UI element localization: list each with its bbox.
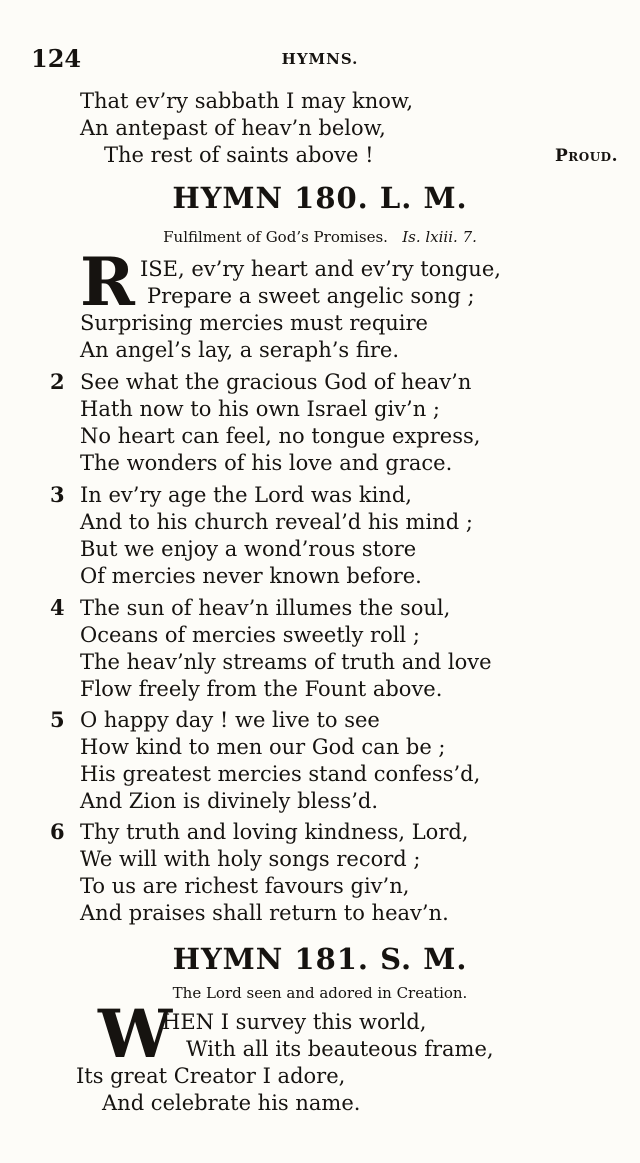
verse-line: The rest of saints above ! — [104, 143, 374, 167]
hymn-181-subtitle: The Lord seen and adored in Creation. — [172, 984, 468, 1002]
hymn-180-heading: HYMN 180. L. M. — [172, 181, 468, 215]
verse-line: How kind to men our God can be ; — [80, 735, 446, 759]
verse-line: To us are richest favours giv’n, — [80, 874, 410, 898]
running-head: HYMNS. — [281, 50, 359, 68]
verse-line: See what the gracious God of heav’n — [80, 370, 472, 394]
verse-line: The wonders of his love and grace. — [80, 451, 453, 475]
verse-line: With all its beauteous frame, — [186, 1037, 494, 1061]
verse-line: HEN I survey this world, — [162, 1010, 427, 1034]
tune-name: Proud. — [555, 146, 618, 166]
verse-line: O happy day ! we live to see — [80, 708, 380, 732]
verse-line: We will with holy songs record ; — [80, 847, 421, 871]
verse-line: No heart can feel, no tongue express, — [80, 424, 481, 448]
verse-line: Hath now to his own Israel giv’n ; — [80, 397, 440, 421]
stanza-number: 5 — [50, 707, 65, 732]
subtitle-text: Fulfilment of God’s Promises. — [163, 228, 388, 246]
verse-line: The sun of heav’n illumes the soul, — [80, 596, 451, 620]
drop-cap: R — [80, 243, 135, 321]
verse-line: And Zion is divinely bless’d. — [80, 789, 379, 813]
verse-line: And celebrate his name. — [102, 1091, 361, 1115]
hymn-181-heading: HYMN 181. S. M. — [172, 942, 468, 976]
stanza-number: 3 — [50, 482, 65, 507]
verse-line: And to his church reveal’d his mind ; — [80, 510, 473, 534]
page-number: 124 — [31, 44, 82, 73]
stanza-number: 6 — [50, 819, 65, 844]
verse-line: An angel’s lay, a seraph’s fire. — [80, 338, 399, 362]
verse-line: Oceans of mercies sweetly roll ; — [80, 623, 420, 647]
verse-line: ISE, ev’ry heart and ev’ry tongue, — [140, 257, 501, 281]
verse-line: Flow freely from the Fount above. — [80, 677, 443, 701]
verse-line: An antepast of heav’n below, — [80, 116, 386, 140]
stanza-number: 2 — [50, 369, 65, 394]
verse-line: His greatest mercies stand confess’d, — [80, 762, 481, 786]
verse-line: Its great Creator I adore, — [76, 1064, 346, 1088]
verse-line: Prepare a sweet angelic song ; — [147, 284, 475, 308]
verse-line: Surprising mercies must require — [80, 311, 428, 335]
stanza-number: 4 — [50, 595, 65, 620]
verse-line: That ev’ry sabbath I may know, — [80, 89, 414, 113]
verse-line: But we enjoy a wond’rous store — [80, 537, 417, 561]
verse-line: And praises shall return to heav’n. — [80, 901, 449, 925]
verse-line: Of mercies never known before. — [80, 564, 422, 588]
drop-cap: W — [98, 995, 173, 1073]
verse-line: Thy truth and loving kindness, Lord, — [80, 820, 469, 844]
scripture-reference: Is. lxiii. 7. — [402, 228, 477, 246]
verse-line: The heav’nly streams of truth and love — [80, 650, 492, 674]
verse-line: In ev’ry age the Lord was kind, — [80, 483, 412, 507]
